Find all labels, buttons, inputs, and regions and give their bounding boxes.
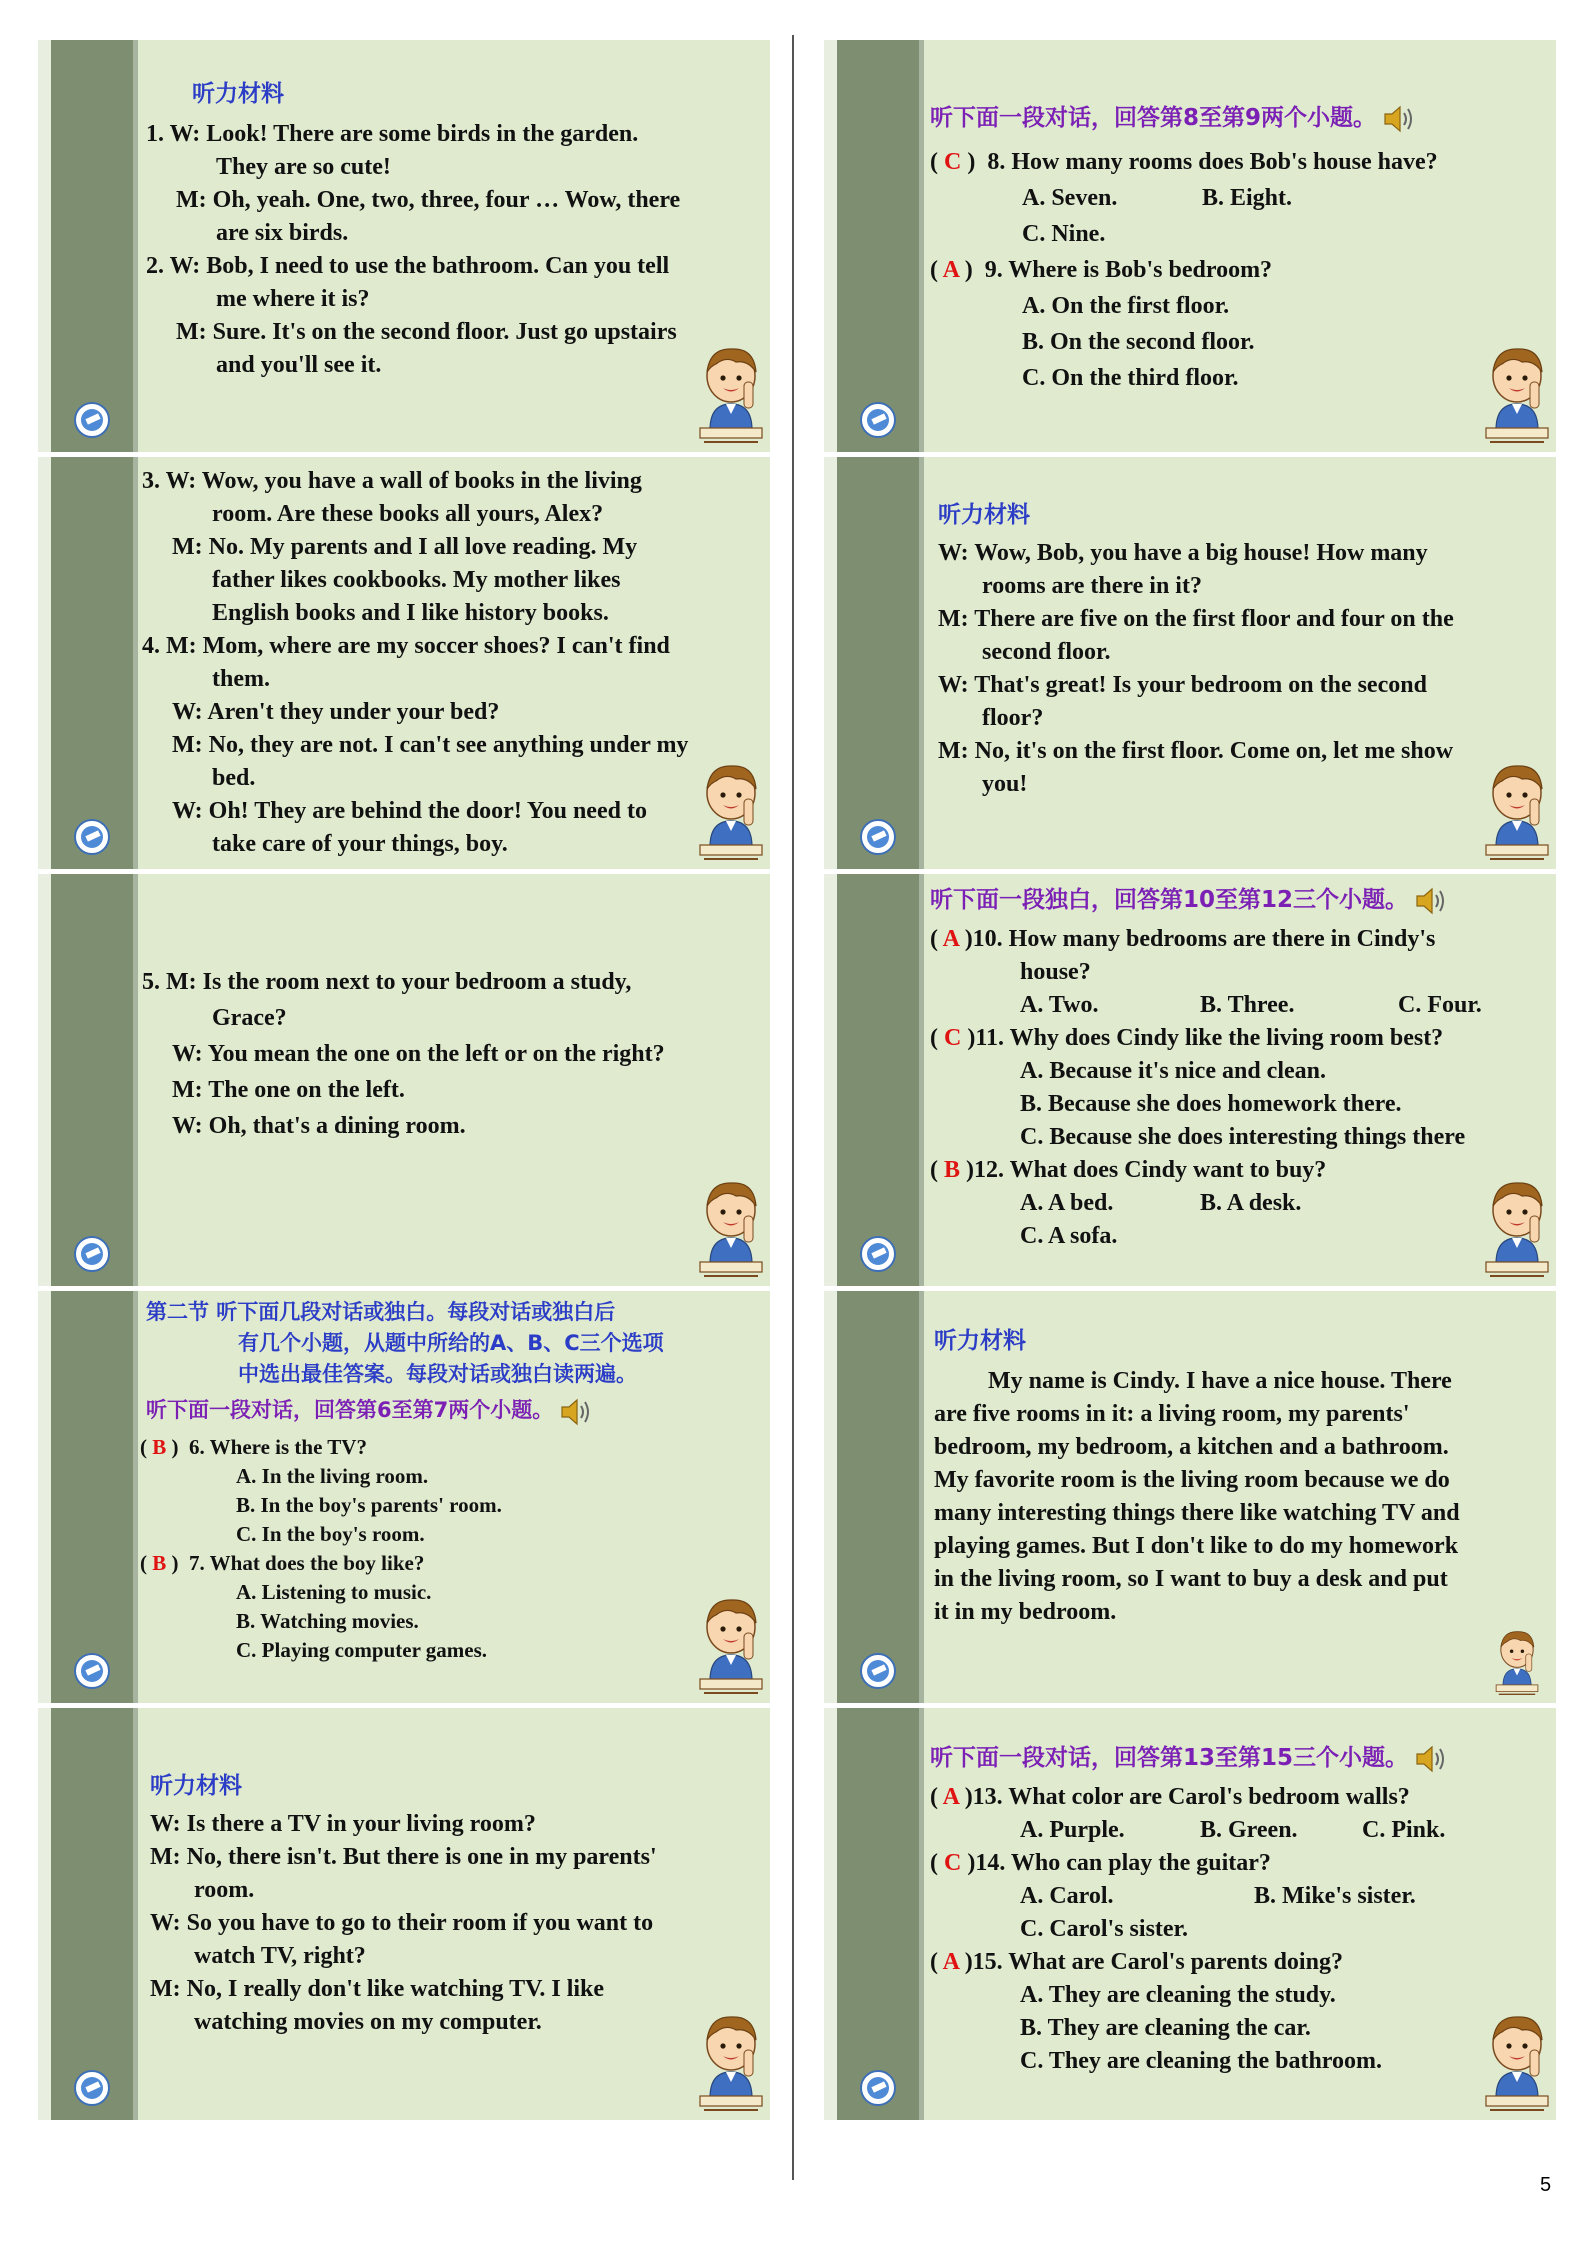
text-line: W: Oh! They are behind the door! You need to <box>172 798 647 824</box>
instruction-text: 听下面一段独白，回答第10至第12三个小题。 <box>930 887 1409 913</box>
option: A. They are cleaning the study. <box>1020 1982 1336 2008</box>
option: B. Three. <box>1200 992 1295 1018</box>
text-line: are five rooms in it: a living room, my parents' <box>934 1401 1410 1427</box>
option: A. On the first floor. <box>1022 293 1230 319</box>
question-7: ( B ) 7. What does the boy like? <box>140 1551 425 1576</box>
option: A. Listening to music. <box>236 1580 432 1605</box>
option: C. They are cleaning the bathroom. <box>1020 2048 1383 2074</box>
section-title: 中选出最佳答案。每段对话或独白读两遍。 <box>238 1362 637 1386</box>
slide-10 <box>824 1708 1556 2120</box>
text-line: They are so cute! <box>216 154 391 180</box>
text-line: M: The one on the left. <box>172 1077 405 1103</box>
slide-title: 听力材料 <box>938 502 1030 528</box>
text-line: and you'll see it. <box>216 352 382 378</box>
text-line: M: Oh, yeah. One, two, three, four … Wow, there <box>176 187 681 213</box>
option: A. A bed. <box>1020 1190 1114 1216</box>
instruction-text: 听下面一段对话，回答第13至第15三个小题。 <box>930 1745 1409 1771</box>
option: B. They are cleaning the car. <box>1020 2015 1311 2041</box>
question-12: ( B )12. What does Cindy want to buy? <box>930 1157 1327 1183</box>
speaker-icon[interactable] <box>1414 886 1448 916</box>
speaker-icon[interactable] <box>1414 1744 1448 1774</box>
text-line: W: So you have to go to their room if you want to <box>150 1910 654 1936</box>
school-logo-icon <box>860 402 896 438</box>
option: C. In the boy's room. <box>236 1522 425 1547</box>
text-line: bedroom, my bedroom, a kitchen and a bathroom. <box>934 1434 1449 1460</box>
slide-7 <box>824 457 1556 869</box>
text-line: in the living room, so I want to buy a desk and put <box>934 1566 1448 1592</box>
answer-mark: A <box>942 1784 959 1810</box>
question-10: ( A )10. How many bedrooms are there in Cindy's <box>930 926 1436 952</box>
answer-mark: A <box>942 1949 959 1975</box>
school-logo-icon <box>860 1653 896 1689</box>
slide-6-content <box>930 100 1548 452</box>
text-line: My name is Cindy. I have a nice house. There <box>988 1368 1452 1394</box>
school-logo-icon <box>74 2070 110 2106</box>
options-row <box>930 1814 1548 1847</box>
instruction-line <box>930 884 1548 917</box>
option: A. Because it's nice and clean. <box>1020 1058 1326 1084</box>
option: C. Playing computer games. <box>236 1638 488 1663</box>
options-row <box>930 989 1548 1022</box>
slide-1-content <box>146 78 762 452</box>
text-line: M: No, I really don't like watching TV. I like <box>150 1976 605 2002</box>
text-line: it in my bedroom. <box>934 1599 1117 1625</box>
text-line: M: No, it's on the first floor. Come on, let me show <box>938 738 1454 764</box>
answer-mark: A <box>942 257 959 283</box>
text-line: M: No, they are not. I can't see anything under my <box>172 732 689 758</box>
slide-9-content <box>934 1325 1548 1703</box>
school-logo-icon <box>74 1653 110 1689</box>
text-line: W: Wow, Bob, you have a big house! How many <box>938 540 1428 566</box>
text-line: W: Aren't they under your bed? <box>172 699 500 725</box>
text-line: W: Is there a TV in your living room? <box>150 1811 536 1837</box>
question-text: 7. What does the boy like? <box>189 1551 425 1576</box>
question-text: )13. What color are Carol's bedroom walls? <box>964 1784 1410 1810</box>
speaker-icon[interactable] <box>559 1397 593 1427</box>
option: A. Two. <box>1020 992 1099 1018</box>
school-logo-icon <box>74 1236 110 1272</box>
options-row <box>930 180 1548 216</box>
text-line: playing games. But I don't like to do my homework <box>934 1533 1459 1559</box>
text-line: second floor. <box>982 639 1111 665</box>
text-line: 2. W: Bob, I need to use the bathroom. Can you tell <box>146 253 670 279</box>
option: C. A sofa. <box>1020 1223 1118 1249</box>
text-line: M: Sure. It's on the second floor. Just go upstairs <box>176 319 677 345</box>
instruction-line <box>930 100 1548 136</box>
answer-mark: C <box>944 149 962 175</box>
text-line: 5. M: Is the room next to your bedroom a study, <box>142 969 632 995</box>
question-8: ( C ) 8. How many rooms does Bob's house have? <box>930 149 1438 175</box>
text-line: bed. <box>212 765 256 791</box>
text-line: room. Are these books all yours, Alex? <box>212 501 604 527</box>
instruction-line <box>146 1394 762 1427</box>
option: B. Green. <box>1200 1817 1298 1843</box>
question-15: ( A )15. What are Carol's parents doing? <box>930 1949 1343 1975</box>
option: B. A desk. <box>1200 1190 1302 1216</box>
school-logo-icon <box>74 819 110 855</box>
question-text: 9. Where is Bob's bedroom? <box>984 257 1273 283</box>
slide-10-content <box>930 1742 1548 2120</box>
options-row <box>930 1880 1548 1913</box>
slide-3 <box>38 874 770 1286</box>
option: B. Eight. <box>1202 185 1293 211</box>
instruction-text: 听下面一段对话，回答第8至第9两个小题。 <box>930 105 1377 131</box>
option: C. Four. <box>1398 992 1482 1018</box>
slide-5 <box>38 1708 770 2120</box>
answer-mark: B <box>944 1157 961 1183</box>
answer-mark: A <box>942 926 959 952</box>
question-continuation: house? <box>1020 959 1091 985</box>
text-line: W: Oh, that's a dining room. <box>172 1113 466 1139</box>
question-text: )15. What are Carol's parents doing? <box>964 1949 1343 1975</box>
slide-title: 听力材料 <box>150 1773 242 1799</box>
option: B. On the second floor. <box>1022 329 1255 355</box>
question-text: 6. Where is the TV? <box>189 1435 367 1460</box>
text-line: 4. M: Mom, where are my soccer shoes? I can't find <box>142 633 670 659</box>
answer-mark: B <box>152 1551 167 1576</box>
text-line: are six birds. <box>216 220 349 246</box>
text-line: you! <box>982 771 1028 797</box>
text-line: watching movies on my computer. <box>194 2009 542 2035</box>
question-6: ( B ) 6. Where is the TV? <box>140 1435 367 1460</box>
question-text: )11. Why does Cindy like the living room best? <box>967 1025 1444 1051</box>
slide-title: 听力材料 <box>192 81 284 107</box>
text-line: 3. W: Wow, you have a wall of books in the living <box>142 468 642 494</box>
answer-mark: B <box>152 1435 167 1460</box>
school-logo-icon <box>74 402 110 438</box>
text-line: me where it is? <box>216 286 370 312</box>
school-logo-icon <box>860 2070 896 2106</box>
school-logo-icon <box>860 1236 896 1272</box>
slide-5-content <box>150 1770 762 2120</box>
text-line: W: That's great! Is your bedroom on the second <box>938 672 1427 698</box>
slide-8 <box>824 874 1556 1286</box>
option: C. Pink. <box>1362 1817 1446 1843</box>
option: B. Mike's sister. <box>1254 1883 1416 1909</box>
text-line: 1. W: Look! There are some birds in the garden. <box>146 121 639 147</box>
question-text: 8. How many rooms does Bob's house have? <box>987 149 1438 175</box>
option: B. In the boy's parents' room. <box>236 1493 502 1518</box>
instruction-text: 听下面一段对话，回答第6至第7两个小题。 <box>146 1398 554 1422</box>
question-14: ( C )14. Who can play the guitar? <box>930 1850 1271 1876</box>
option: B. Because she does homework there. <box>1020 1091 1402 1117</box>
text-line: My favorite room is the living room because we do <box>934 1467 1450 1493</box>
slide-4-content <box>140 1297 762 1703</box>
slide-3-content <box>142 964 762 1286</box>
text-line: rooms are there in it? <box>982 573 1202 599</box>
option: B. Watching movies. <box>236 1609 419 1634</box>
option: C. Because she does interesting things there <box>1020 1124 1466 1150</box>
text-line: father likes cookbooks. My mother likes <box>212 567 621 593</box>
option: A. Carol. <box>1020 1883 1114 1909</box>
option: A. In the living room. <box>236 1464 429 1489</box>
slide-7-content <box>938 499 1548 869</box>
question-11: ( C )11. Why does Cindy like the living room best? <box>930 1025 1444 1051</box>
page-divider <box>792 35 794 2180</box>
text-line: take care of your things, boy. <box>212 831 508 857</box>
slide-title: 听力材料 <box>934 1328 1026 1354</box>
question-text: )12. What does Cindy want to buy? <box>966 1157 1327 1183</box>
option: A. Seven. <box>1022 185 1118 211</box>
text-line: M: No. My parents and I all love reading. My <box>172 534 638 560</box>
page-number: 5 <box>1540 2174 1552 2196</box>
slide-1 <box>38 40 770 452</box>
text-line: Grace? <box>212 1005 287 1031</box>
answer-mark: C <box>944 1850 962 1876</box>
option: C. Nine. <box>1022 221 1106 247</box>
section-title: 第二节 听下面几段对话或独白。每段对话或独白后 <box>146 1300 616 1324</box>
slide-6 <box>824 40 1556 452</box>
text-line: watch TV, right? <box>194 1943 366 1969</box>
slide-8-content <box>930 884 1548 1286</box>
question-13: ( A )13. What color are Carol's bedroom walls? <box>930 1784 1410 1810</box>
slide-4 <box>38 1291 770 1703</box>
question-9: ( A ) 9. Where is Bob's bedroom? <box>930 257 1273 283</box>
instruction-line <box>930 1742 1548 1775</box>
options-row <box>930 1187 1548 1220</box>
answer-mark: C <box>944 1025 962 1051</box>
text-line: M: There are five on the first floor and four on the <box>938 606 1454 632</box>
option: A. Purple. <box>1020 1817 1125 1843</box>
text-line: English books and I like history books. <box>212 600 609 626</box>
text-line: many interesting things there like watching TV and <box>934 1500 1460 1526</box>
text-line: them. <box>212 666 270 692</box>
text-line: M: No, there isn't. But there is one in my parents' <box>150 1844 657 1870</box>
text-line: floor? <box>982 705 1044 731</box>
option: C. Carol's sister. <box>1020 1916 1188 1942</box>
speaker-icon[interactable] <box>1382 104 1416 134</box>
question-text: )10. How many bedrooms are there in Cindy's <box>964 926 1436 952</box>
school-logo-icon <box>860 819 896 855</box>
text-line: W: You mean the one on the left or on the right? <box>172 1041 665 1067</box>
slide-9 <box>824 1291 1556 1703</box>
section-title: 有几个小题，从题中所给的A、B、C三个选项 <box>238 1331 664 1355</box>
option: C. On the third floor. <box>1022 365 1239 391</box>
slide-2 <box>38 457 770 869</box>
question-text: )14. Who can play the guitar? <box>967 1850 1271 1876</box>
slide-2-content <box>142 465 762 869</box>
text-line: room. <box>194 1877 255 1903</box>
